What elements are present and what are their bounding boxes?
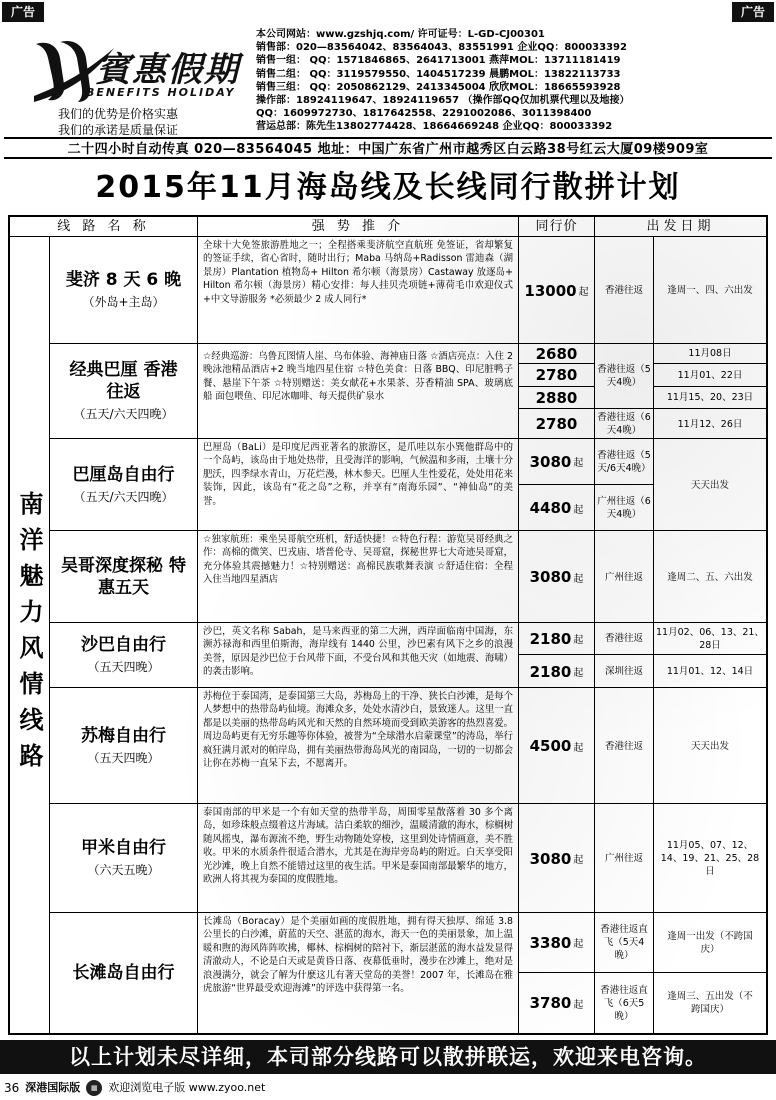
departure-cell	[595, 531, 654, 623]
price-value: 2180	[529, 662, 572, 681]
route-name: 沙巴自由行	[81, 635, 166, 655]
date-cell	[654, 688, 766, 804]
price-suffix: 起	[573, 573, 584, 585]
route-name: 苏梅自由行	[81, 725, 166, 746]
date-item	[654, 688, 766, 804]
page-title: 2015年11月海岛线及长线同行散拼计划	[95, 170, 681, 205]
date-item	[654, 439, 766, 531]
price-item	[519, 913, 594, 973]
route-recommend: ☆经典巡游：乌鲁瓦图情人崖、乌布体验、海神庙日落 ☆酒店亮点：入住 2 晚泳池精品酒店+2 晚当地四星住宿 ☆特色美食：日落 BBQ、印尼脏鸭子餐、悬崖下午茶 ☆特别赠送：美女献花+水果茶、芬香精油 SPA、玻璃底船 面包喂鱼、印尼冰咖啡、每天提供矿泉水	[198, 344, 519, 438]
price-cell	[519, 913, 595, 1033]
contact-line: 销售部：020—83564042、83564043、83551991 企业QQ：800033392	[256, 42, 627, 54]
date-text: 逢周一出发（不跨国庆）	[667, 930, 753, 955]
qr-code-icon: ▦	[86, 1080, 102, 1096]
date-text: 逢周三、五出发（不跨国庆）	[667, 991, 753, 1015]
price-item	[519, 688, 594, 804]
price-value: 4500	[529, 737, 572, 755]
contact-line: 销售一组： QQ：1571846865、2641713001 燕萍MOL：13711181419	[256, 55, 621, 67]
price-suffix: 起	[573, 742, 584, 754]
price-value: 3080	[529, 452, 572, 471]
departure-cell	[595, 688, 654, 804]
price-value: 2880	[535, 388, 578, 407]
departure-cell	[595, 237, 654, 344]
departure-item	[595, 913, 653, 973]
price-cell	[519, 439, 595, 531]
departure-item	[595, 973, 653, 1033]
route-recommend: ☆独家航班：乘坐吴哥航空班机，舒适快捷！☆特色行程：游览吴哥经典之作：高棉的微笑、巴戎庙、塔普伦寺、吴哥窟，探秘世界七大奇迹吴哥窟，充分体验其震撼魅力！☆特别赠送：高棉民族歌舞表演 ☆舒适住宿：全程入住当地四星酒店	[198, 531, 519, 622]
price-suffix: 起	[573, 999, 584, 1011]
table-row	[50, 913, 766, 1033]
route-duration: （五天四晚）	[87, 750, 160, 765]
date-text: 11月08日	[688, 348, 732, 359]
date-cell	[654, 237, 766, 344]
route-name-cell	[50, 344, 198, 438]
price-suffix: 起	[578, 287, 589, 298]
header-price: 同行价	[519, 217, 595, 237]
route-duration: （外岛+主岛）	[82, 295, 165, 309]
contact-line: 操作部：18924119647、18924119657 （操作部QQ仅加机票代理以及地接）	[256, 94, 630, 106]
contact-line: QQ：1609972730、1817642558、2291002086、3011398400	[256, 108, 592, 120]
price-cell	[519, 623, 595, 688]
date-cell	[654, 804, 766, 913]
contact-info	[256, 28, 768, 134]
departure-item	[595, 804, 653, 913]
price-suffix: 起	[573, 458, 584, 469]
price-cell	[519, 688, 595, 804]
date-item	[654, 623, 766, 655]
itinerary-table	[8, 215, 768, 1035]
table-header	[10, 217, 766, 237]
price-suffix: 起	[573, 855, 584, 866]
departure-text: 香港往返直飞（5天4晚）	[600, 924, 648, 961]
departure-item	[595, 485, 653, 531]
price-cell	[519, 237, 595, 344]
price-value: 2780	[535, 366, 578, 384]
date-item	[654, 364, 766, 387]
footer-banner: 以上计划未尽详细，本司部分线路可以散拼联运，欢迎来电咨询。	[0, 1040, 776, 1074]
date-text: 11月15、20、23日	[666, 392, 754, 403]
price-item	[519, 485, 594, 531]
date-item	[654, 344, 766, 364]
route-duration: （五天/六天四晚）	[73, 489, 174, 504]
route-name: 甲米自由行	[81, 838, 166, 858]
departure-text: 广州往返	[604, 571, 643, 583]
table-row	[50, 623, 766, 688]
departure-text: 香港往返（6天4晚）	[597, 412, 651, 436]
date-text: 逢周一、四、六出发	[667, 285, 753, 296]
price-item	[519, 344, 594, 364]
logo-slogan	[58, 106, 178, 138]
date-text: 11月12、26日	[677, 418, 743, 430]
price-item	[519, 623, 594, 655]
route-name: 长滩岛自由行	[72, 963, 175, 983]
slogan-line: 我们的承诺是质量保证	[58, 123, 179, 137]
edition-label: 深港国际版	[25, 1081, 81, 1094]
departure-cell	[595, 344, 654, 439]
departure-item	[595, 237, 653, 344]
company-logo	[30, 32, 250, 137]
route-duration: （五天/六天四晚）	[73, 407, 174, 421]
price-suffix: 起	[573, 635, 584, 646]
date-cell	[654, 439, 766, 531]
date-item	[654, 409, 766, 439]
route-name-cell	[50, 913, 198, 1033]
route-name-cell	[50, 237, 198, 343]
contact-line: 本公司网站：www.gzshjq.com/ 许可证号：L-GD-CJ00301	[256, 29, 545, 40]
price-item	[519, 804, 594, 913]
date-cell	[654, 344, 766, 439]
price-value: 3780	[529, 994, 572, 1012]
departure-item	[595, 623, 653, 655]
ad-label-left: 广告	[2, 2, 44, 22]
route-recommend: 全球十大免签旅游胜地之一；全程搭乘斐济航空直航班 免签证，省却繁复的签证手续，省心省时，随时出行；Maba 马纳岛+Radisson 雷迪森（湖景房）Plantation 植物岛+ Hilton 希尔顿（海景房）Castaway 放逐岛+ Hilton 希尔顿（海景房）精心安排：每人挂贝壳项链+薄荷毛巾欢迎仪式+中文导游服务 *必须最少 2 成人同行*	[198, 237, 519, 343]
price-suffix: 起	[573, 668, 584, 679]
ad-label-right: 广告	[732, 2, 774, 22]
price-item	[519, 387, 594, 409]
price-value: 3080	[529, 849, 572, 868]
contact-line: 销售三组： QQ：2050862129、2413345004 欣欣MOL：18665593928	[256, 81, 621, 93]
departure-item	[595, 409, 653, 439]
slogan-line: 我们的优势是价格实惠	[58, 107, 179, 121]
fax-address-bar: 二十四小时自动传真 020—83564045 地址：中国广东省广州市越秀区白云路38号红云大厦09楼909室	[4, 137, 772, 159]
table-row	[50, 688, 766, 804]
departure-text: 香港往返直飞（6天5晚）	[600, 984, 648, 1022]
price-item	[519, 531, 594, 623]
departure-text: 香港往返	[604, 740, 643, 752]
contact-line: 销售二组： QQ：3119579550、1404517239 晨鹏MOL：13822113733	[256, 68, 621, 80]
price-cell	[519, 804, 595, 913]
price-item	[519, 364, 594, 387]
date-text: 天天出发	[690, 740, 729, 752]
date-text: 逢周二、五、六出发	[667, 571, 753, 583]
price-item	[519, 237, 594, 344]
table-row	[50, 439, 766, 531]
category-text: 南洋魅力风情线路	[15, 491, 43, 779]
date-item	[654, 973, 766, 1033]
price-item	[519, 409, 594, 439]
date-text: 11月02、06、13、21、28日	[656, 626, 764, 651]
contact-line: 营运总部：陈先生13802774428、18664669248 企业QQ：800033392	[256, 121, 613, 133]
table-row	[50, 531, 766, 623]
route-name: 巴厘岛自由行	[72, 464, 175, 485]
route-recommend: 长滩岛（Boracay）是个美丽如画的度假胜地，拥有得天独厚、绵延 3.8 公里长的白沙滩，蔚蓝的天空、湛蓝的海水，海天一色的美丽景象，加上温暖和煦的海风阵阵吹拂，椰林、棕榈树的陪衬下，渐层湛蓝的海水益发显得清澈动人，不论是白天或是黄昏日落、夜幕低垂时，漫步在沙滩上，绝对是浪漫满分，就会了解为什麽这儿有著天堂岛的美誉！2007 年，长滩岛在雅虎旅游“世界最受欢迎海滩”的评选中获得第一名。	[198, 913, 519, 1033]
header-route: 线 路 名 称	[10, 217, 198, 237]
date-text: 11月05、07、12、14、19、21、25、28日	[660, 840, 760, 877]
header-departure: 出发日期	[646, 219, 715, 234]
departure-text: 广州往返	[604, 853, 643, 864]
route-name: 斐济 8 天 6 晚	[65, 270, 182, 290]
header-recommend: 强 势 推 介	[198, 217, 519, 237]
date-cell	[654, 531, 766, 623]
route-name-cell	[50, 804, 198, 912]
date-item	[654, 237, 766, 344]
departure-item	[595, 655, 653, 688]
date-text: 11月01、22日	[677, 369, 743, 381]
table-row	[50, 237, 766, 344]
departure-item	[595, 688, 653, 804]
route-recommend: 巴厘岛（BaLi）是印度尼西亚著名的旅游区，是爪哇以东小巽他群岛中的一个岛屿，该岛由于地处热带，且受海洋的影响，气候温和多雨，土壤十分肥沃，四季绿水青山，万花烂漫，林木参天。巴厘人生性爱花，处处用花来装饰，因此，该岛有“花之岛”之称，并享有“南海乐园”、“神仙岛”的美誉。	[198, 439, 519, 530]
price-value: 2780	[535, 415, 578, 433]
price-item	[519, 973, 594, 1033]
departure-item	[595, 439, 653, 485]
route-duration: （五天四晚）	[87, 660, 160, 674]
date-item	[654, 913, 766, 973]
date-item	[654, 804, 766, 913]
date-item	[654, 387, 766, 409]
route-name-cell	[50, 531, 198, 622]
price-suffix: 起	[573, 939, 584, 950]
departure-cell	[595, 804, 654, 913]
departure-cell	[595, 439, 654, 531]
date-cell	[654, 623, 766, 688]
logo-name-cn: 賓惠假期	[96, 50, 240, 90]
route-name-cell	[50, 623, 198, 687]
price-item	[519, 439, 594, 485]
page-number: 36	[4, 1081, 20, 1095]
table-row	[50, 804, 766, 913]
price-value: 3080	[529, 568, 572, 586]
route-name-cell	[50, 439, 198, 530]
price-suffix: 起	[573, 504, 584, 516]
price-value: 3380	[529, 933, 572, 952]
page-footer	[4, 1078, 265, 1098]
logo-name-en: BENEFITS HOLIDAY	[86, 86, 236, 99]
price-item	[519, 655, 594, 688]
departure-text: 广州往返（6天4晚）	[597, 496, 651, 520]
price-value: 4480	[529, 499, 572, 517]
route-recommend: 沙巴，英文名称 Sabah，是马来西亚的第二大洲，西岸面临南中国海，东濒苏禄海和西里伯斯海，海岸线有 1440 公里，沙巴素有风下之乡的浪漫美誉，原因是沙巴位于台风带下面，不受台风和其他天灾（如地震、海啸）的袭击影响。	[198, 623, 519, 687]
table-row	[50, 344, 766, 439]
price-value: 2680	[535, 344, 578, 363]
price-value: 13000	[524, 281, 577, 300]
date-text: 天天出发	[690, 479, 729, 491]
date-item	[654, 655, 766, 688]
route-name-cell	[50, 688, 198, 803]
departure-cell	[595, 623, 654, 688]
price-cell	[519, 531, 595, 623]
date-item	[654, 531, 766, 623]
route-recommend: 泰国南部的甲米是一个有如天堂的热带半岛，周围零星散落着 30 多个离岛，如珍珠般点缀着这片海域。洁白柔软的细沙，温暖清澈的海水，棕榈树随风摇曳，瀑布源流不绝，野生动物随处穿梭，这里到处诗情画意，美不胜收。甲米的水质条件很适合潜水，尤其是在海岸旁岛屿的附近。白天享受阳光沙滩，晚上自然不能错过这里的夜生活。甲米是泰国南部最繁华的地方，欧洲人将其视为泰国的度假胜地。	[198, 804, 519, 912]
departure-text: 香港往返（5天4晚）	[597, 364, 651, 388]
price-cell	[519, 344, 595, 439]
category-label	[10, 237, 50, 1033]
route-name: 经典巴厘 香港往返	[69, 360, 178, 402]
departure-text: 香港往返	[604, 633, 643, 644]
departure-item	[595, 344, 653, 409]
departure-text: 香港往返（5天/6天4晚）	[597, 449, 651, 474]
departure-text: 深圳往返	[604, 666, 643, 677]
price-value: 2180	[529, 629, 572, 648]
departure-cell	[595, 913, 654, 1033]
departure-text: 香港往返	[604, 285, 643, 296]
site-text[interactable]: 欢迎浏览电子版 www.zyoo.net	[108, 1081, 266, 1094]
date-cell	[654, 913, 766, 1033]
route-recommend: 苏梅位于泰国湾，是泰国第三大岛，苏梅岛上的干净、狭长白沙滩，是每个人梦想中的热带岛屿仙境。海滩众多，处处水清沙白，景致迷人。这里一直都是以美丽的热带岛屿风光和天然的自然环境而受到欧美游客的热烈喜爱。周边岛屿更有无穷乐趣等你体验，被誉为“全球潜水启蒙课堂”的涛岛，举行疯狂满月派对的帕岸岛，拥有美丽热带海岛风光的南园岛，一切的一切都会让你在苏梅一直呆下去，不愿离开。	[198, 688, 519, 803]
date-text: 11月01、12、14日	[666, 666, 754, 677]
departure-item	[595, 531, 653, 623]
route-duration: （六天五晚）	[87, 863, 160, 877]
route-name: 吴哥深度探秘 特惠五天	[61, 555, 186, 598]
